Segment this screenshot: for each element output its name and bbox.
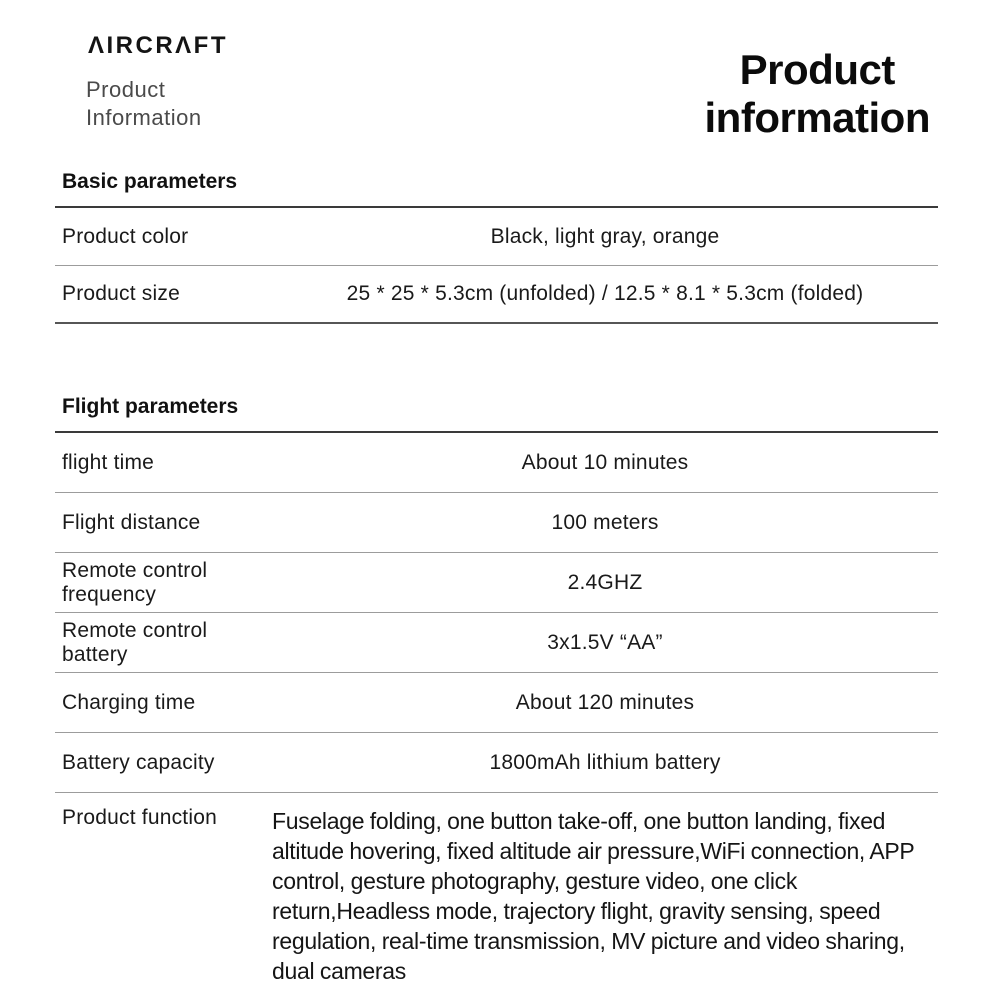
spec-row-remote-frequency <box>55 553 938 613</box>
spec-row-product-function <box>55 793 938 996</box>
page-title <box>705 46 930 142</box>
spec-value: 3x1.5V “AA” <box>547 630 663 654</box>
page-title-line1: Product <box>739 46 895 93</box>
brand-subtitle-line1: Product <box>86 77 166 102</box>
spec-label: Product color <box>62 224 189 248</box>
spec-label: flight time <box>62 450 155 474</box>
spec-value: 100 meters <box>551 510 659 534</box>
spec-value: About 120 minutes <box>515 690 695 714</box>
brand-logo: ΛIRCRΛFT <box>88 32 228 59</box>
brand-subtitle-line2: Information <box>86 105 202 130</box>
spec-label: Flight distance <box>62 510 201 534</box>
spec-row-charging-time <box>55 673 938 733</box>
spec-label: Remote control battery <box>62 618 208 666</box>
spec-label: Battery capacity <box>62 750 215 774</box>
spec-value: 25 * 25 * 5.3cm (unfolded) / 12.5 * 8.1 * 5.3cm (folded) <box>346 282 864 305</box>
spec-value: 2.4GHZ <box>567 570 643 594</box>
spec-row-flight-time <box>55 433 938 493</box>
spec-row-remote-battery <box>55 613 938 673</box>
brand-subtitle <box>86 76 202 132</box>
page-title-line2: information <box>704 94 930 141</box>
spec-row-product-color <box>55 208 938 266</box>
spec-row-battery-capacity <box>55 733 938 793</box>
section-heading-flight: Flight parameters <box>55 395 938 433</box>
spec-value: About 10 minutes <box>521 450 689 474</box>
section-basic-parameters <box>55 170 938 324</box>
spec-value: Fuselage folding, one button take-off, one button landing, fixed altitude hovering, fixed altitude air pressure,WiFi connection, APP control, gesture photography, gesture video, one click return,Headless mode, trajectory flight, gravity sensing, speed regulation, real-time transmission, MV picture and video sharing, dual cameras <box>272 808 915 984</box>
spec-label: Product function <box>62 806 217 829</box>
spec-label: Charging time <box>62 690 196 714</box>
page-header <box>0 0 1000 170</box>
spec-row-flight-distance <box>55 493 938 553</box>
spec-label: Product size <box>62 282 180 305</box>
spec-tables <box>0 170 1000 996</box>
spec-value: Black, light gray, orange <box>490 224 720 248</box>
section-heading-basic: Basic parameters <box>55 170 938 208</box>
section-flight-parameters <box>55 395 938 996</box>
spec-row-product-size <box>55 266 938 324</box>
spec-label: Remote control frequency <box>62 558 208 606</box>
spec-value: 1800mAh lithium battery <box>489 750 721 774</box>
